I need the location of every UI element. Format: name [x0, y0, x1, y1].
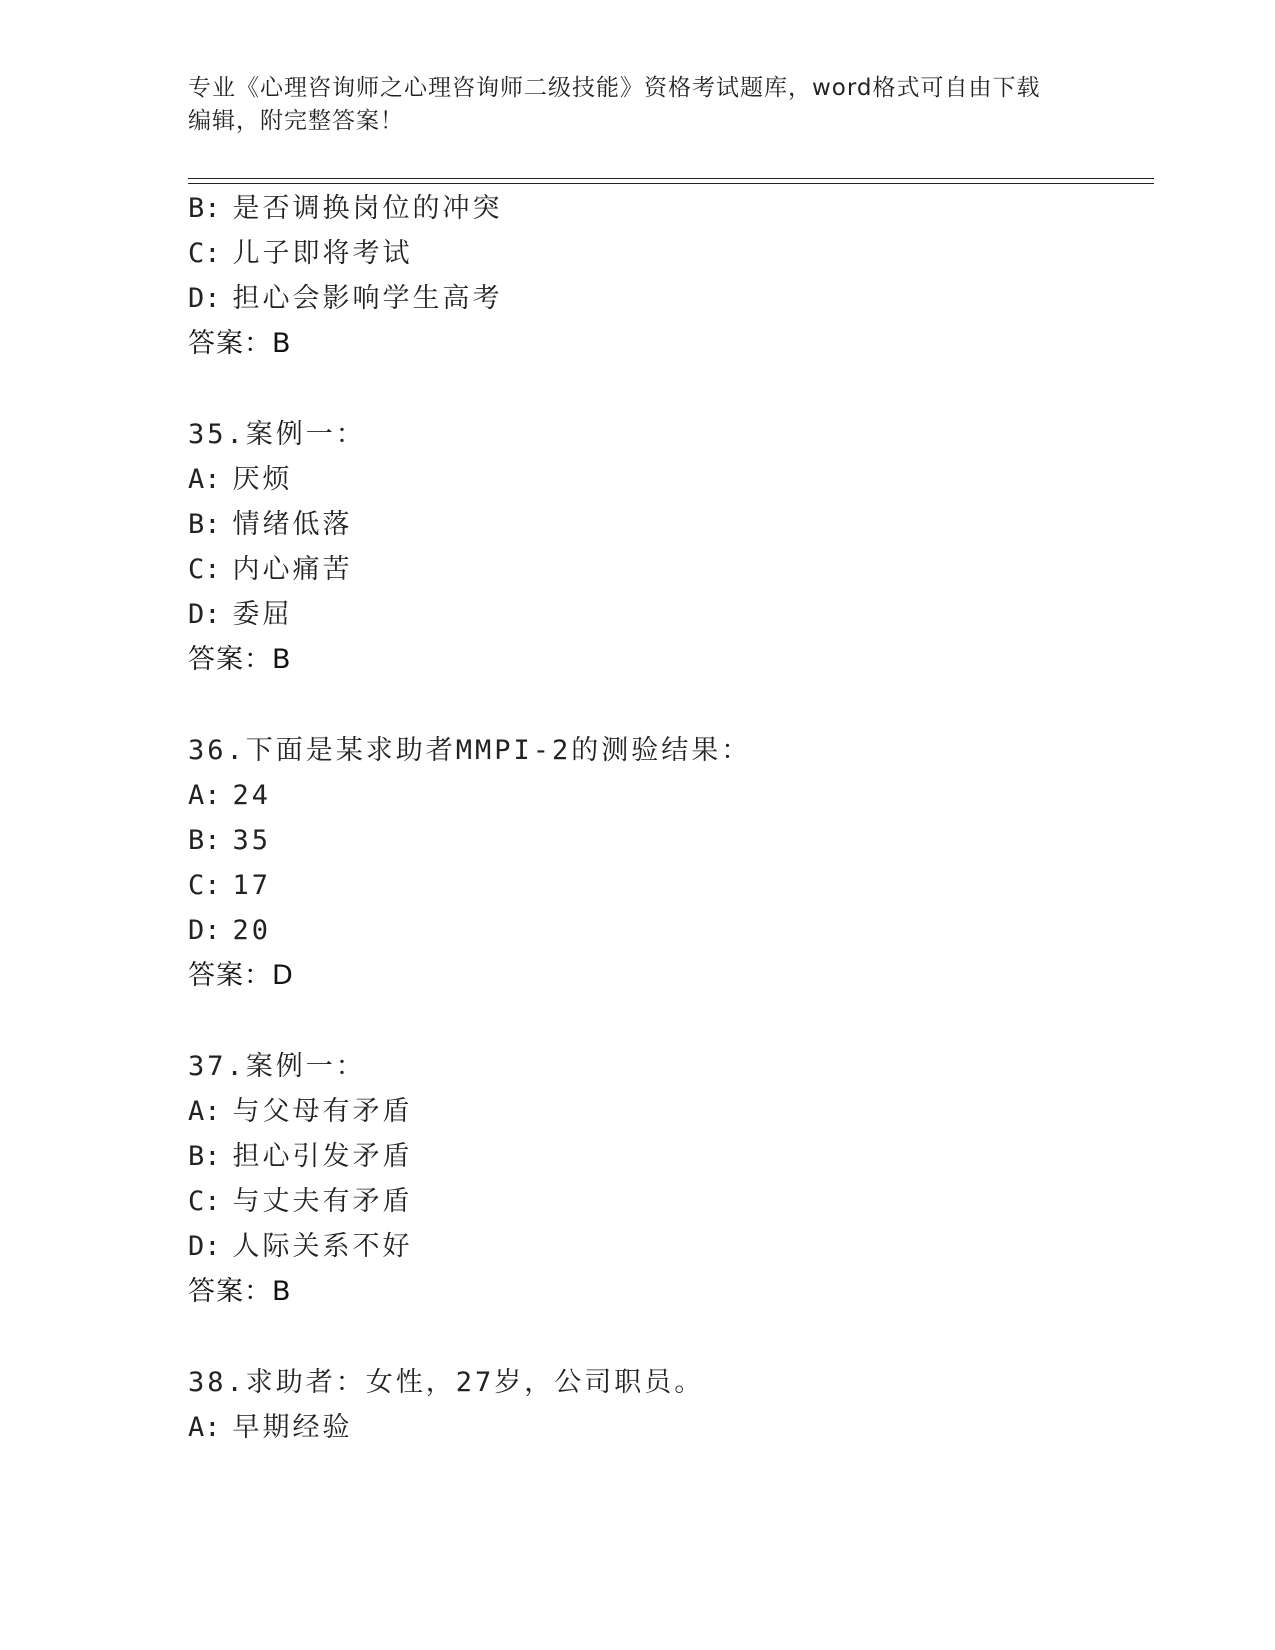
header-line-2: 编辑，附完整答案！ [188, 108, 404, 134]
option-label: B: [188, 825, 221, 856]
header-line-1: 专业《心理咨询师之心理咨询师二级技能》资格考试题库，word格式可自由下载 [188, 75, 1041, 101]
option-label: A: [188, 1096, 221, 1127]
option-line [188, 1140, 413, 1174]
option-line [188, 282, 503, 316]
option-text: 情绪低落 [232, 509, 353, 540]
header-divider-bottom [188, 183, 1154, 184]
option-label: B: [188, 509, 221, 540]
option-line [188, 463, 293, 497]
option-line [188, 779, 271, 813]
option-label: C: [188, 1186, 221, 1217]
option-line [188, 1411, 353, 1445]
option-label: B: [188, 193, 221, 224]
option-line [188, 192, 503, 226]
document-header [188, 72, 1088, 138]
option-label: D: [188, 599, 221, 630]
question-line: 36.下面是某求助者MMPI-2的测验结果： [188, 735, 752, 766]
option-line [188, 914, 271, 948]
option-label: D: [188, 915, 221, 946]
option-label: B: [188, 1141, 221, 1172]
answer-line: 答案：B [188, 328, 292, 359]
option-text: 内心痛苦 [232, 554, 353, 585]
question-line: 37.案例一： [188, 1051, 366, 1082]
header-divider-top [188, 178, 1154, 179]
option-label: A: [188, 780, 221, 811]
answer-line: 答案：D [188, 960, 294, 991]
option-text: 是否调换岗位的冲突 [232, 193, 503, 224]
option-text: 17 [232, 870, 272, 901]
option-text: 24 [232, 780, 272, 811]
option-text: 担心会影响学生高考 [232, 283, 503, 314]
option-text: 厌烦 [232, 464, 293, 495]
option-label: C: [188, 554, 221, 585]
option-text: 35 [232, 825, 272, 856]
option-label: C: [188, 870, 221, 901]
option-text: 委屈 [232, 599, 293, 630]
option-text: 与丈夫有矛盾 [232, 1186, 413, 1217]
option-label: C: [188, 238, 221, 269]
answer-line: 答案：B [188, 1276, 292, 1307]
option-line [188, 553, 353, 587]
option-label: D: [188, 283, 221, 314]
question-line: 35.案例一： [188, 419, 366, 450]
option-label: A: [188, 1412, 221, 1443]
option-line [188, 598, 293, 632]
option-line [188, 508, 353, 542]
option-line [188, 1230, 413, 1264]
option-text: 与父母有矛盾 [232, 1096, 413, 1127]
option-line [188, 824, 271, 858]
answer-line: 答案：B [188, 644, 292, 675]
option-text: 早期经验 [232, 1412, 353, 1443]
option-label: A: [188, 464, 221, 495]
option-line [188, 869, 271, 903]
option-line [188, 1095, 413, 1129]
question-line: 38.求助者：女性，27岁，公司职员。 [188, 1367, 705, 1398]
option-label: D: [188, 1231, 221, 1262]
option-text: 担心引发矛盾 [232, 1141, 413, 1172]
option-text: 20 [232, 915, 272, 946]
option-text: 人际关系不好 [232, 1231, 413, 1262]
option-line [188, 237, 413, 271]
option-line [188, 1185, 413, 1219]
option-text: 儿子即将考试 [232, 238, 413, 269]
